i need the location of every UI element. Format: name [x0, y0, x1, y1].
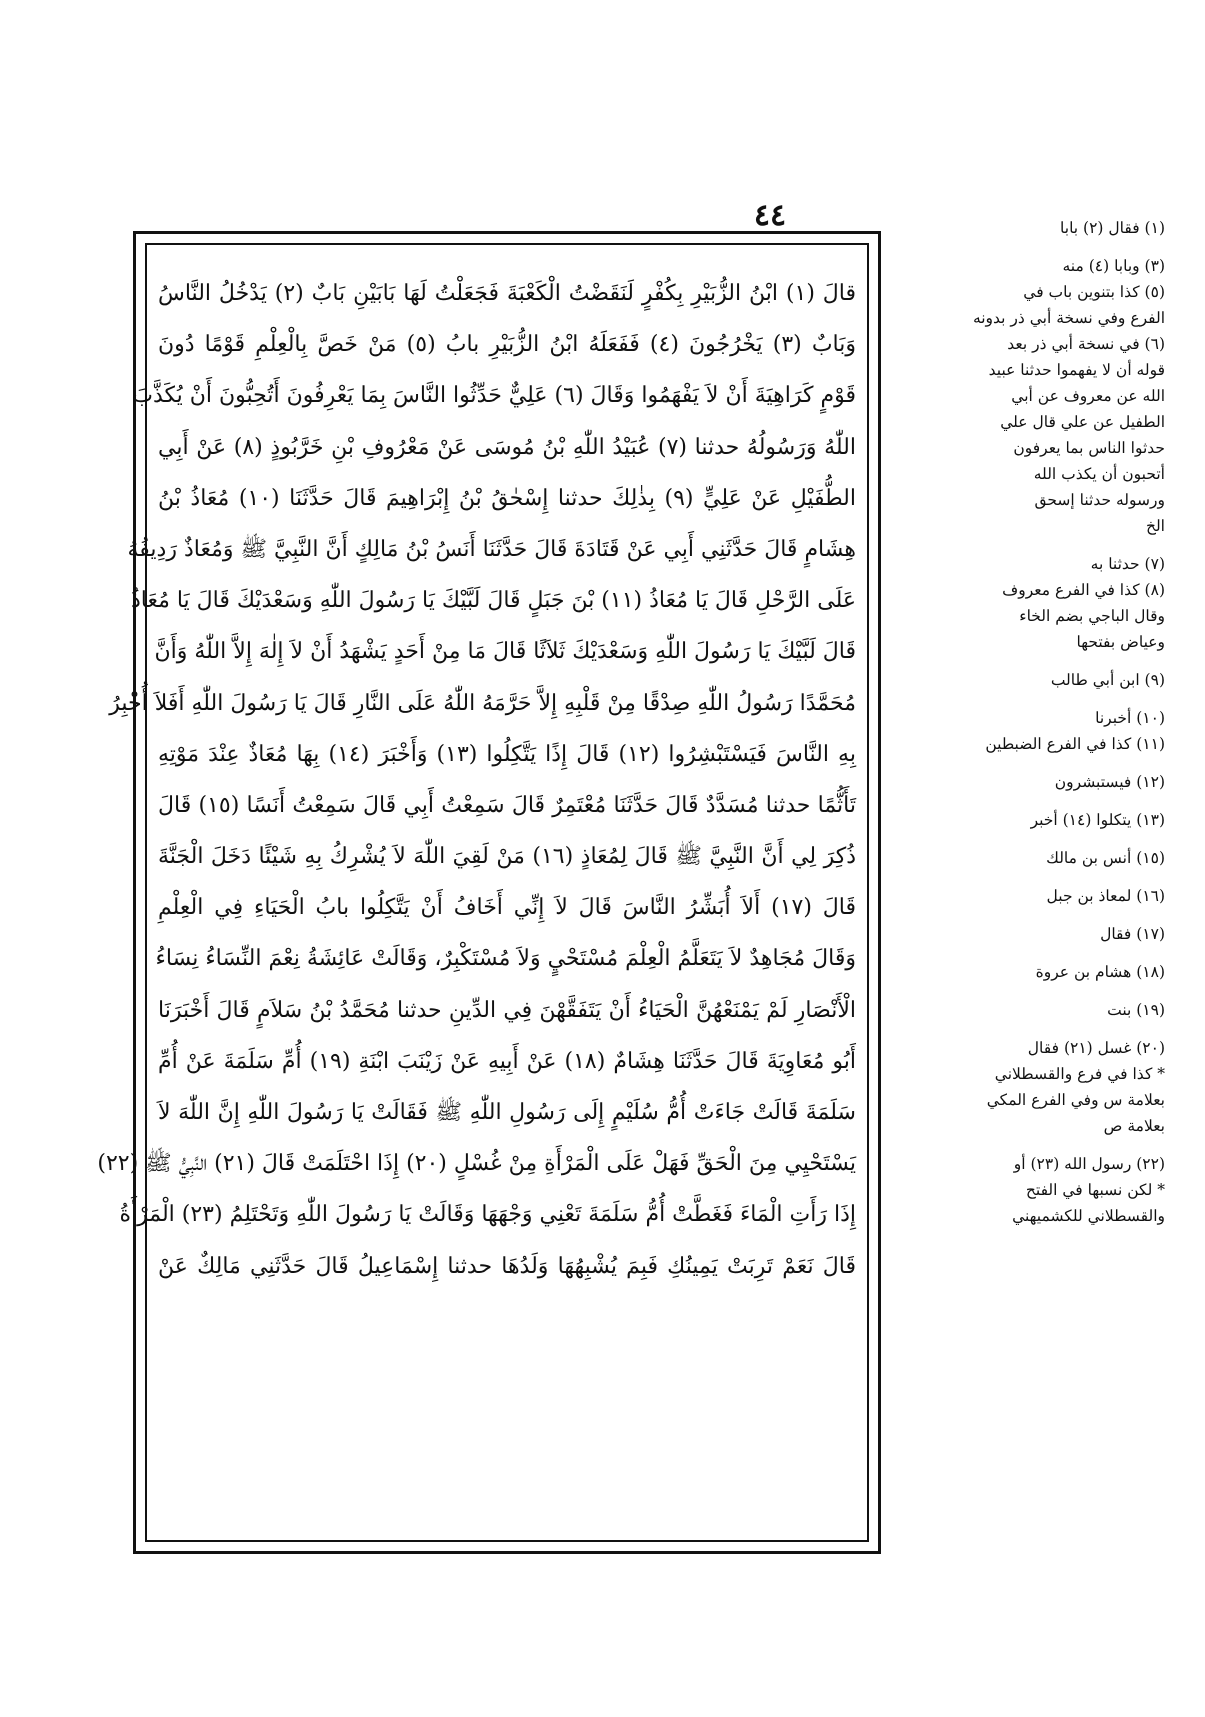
margin-note: (١) فقال (٢) بابا [1060, 219, 1165, 237]
margin-note: الفرع وفي نسخة أبي ذر بدونه [972, 309, 1165, 327]
margin-note: (١٥) أنس بن مالك [1046, 849, 1165, 867]
margin-note: الله عن معروف عن أبي [1011, 387, 1165, 405]
margin-note: قوله أن لا يفهموا حدثنا عبيد [988, 361, 1165, 379]
main-text-line: اللّٰهُ وَرَسُولُهُ حدثنا (٧) عُبَيْدُ اللّٰهِ بْنُ مُوسَى عَنْ مَعْرُوفِ بْنِ خَرَّبُوذٍ (٨) عَنْ أَبِي [158, 434, 856, 460]
margin-note: * كذا في فرع والقسطلاني [994, 1065, 1165, 1083]
main-text-line: ذُكِرَ لِي أَنَّ النَّبِيَّ ﷺ قَالَ لِمُعَاذٍ (١٦) مَنْ لَقِيَ اللّٰهَ لاَ يُشْرِكُ بِهِ شَيْئًا دَخَلَ الْجَنَّةَ [158, 844, 857, 870]
main-text-line [158, 1394, 856, 1445]
margin-note: حدثوا الناس بما يعرفون [1013, 439, 1165, 457]
margin-note: (٢٢) رسول الله (٢٣) أو [1013, 1155, 1165, 1173]
main-text-line: أَبُو مُعَاوِيَةَ قَالَ حَدَّثَنَا هِشَامٌ (١٨) عَنْ أَبِيهِ عَنْ زَيْنَبَ ابْنَةِ (١٩) أُمِّ سَلَمَةَ عَنْ أُمِّ [158, 1048, 856, 1074]
margin-note: * لكن نسبها في الفتح [1025, 1181, 1165, 1199]
main-text-line: قَالَ لَبَّيْكَ يَا رَسُولَ اللّٰهِ وَسَعْدَيْكَ ثَلاَثًا قَالَ مَا مِنْ أَحَدٍ يَشْهَدُ أَنْ لاَ إِلٰهَ إِلاَّ اللّٰهُ وَأَنَّ [154, 639, 856, 665]
margin-note: (٦) في نسخة أبي ذر بعد [1007, 335, 1165, 353]
margin-note: وعياض بفتحها [1076, 633, 1165, 651]
margin-note: (٣) وبابا (٤) منه [1062, 257, 1165, 275]
margin-note: (١٩) بنت [1107, 1001, 1165, 1019]
main-text-line: قَالَ نَعَمْ تَرِبَتْ يَمِينُكِ فَبِمَ يُشْبِهُهَا وَلَدُهَا حدثنا إِسْمَاعِيلُ قَالَ حَدَّثَنِي مَالِكٌ عَنْ [158, 1253, 856, 1279]
margin-note: ورسوله حدثنا إسحق [1034, 491, 1165, 509]
margin-note: بعلامة ص [1103, 1117, 1165, 1135]
margin-note: (٢٠) غسل (٢١) فقال [1027, 1039, 1165, 1057]
margin-note: (١٨) هشام بن عروة [1035, 963, 1165, 981]
main-text-line: الطُّفَيْلِ عَنْ عَلِيٍّ (٩) بِذٰلِكَ حدثنا إِسْحٰقُ بْنُ إِبْرَاهِيمَ قَالَ حَدَّثَنَا (١٠) مُعَاذُ بْنُ [158, 485, 856, 511]
main-text-block [97, 268, 857, 1548]
margin-note: الطفيل عن علي قال علي [1000, 413, 1165, 431]
main-text-line [158, 1343, 856, 1394]
margin-notes [893, 215, 1165, 1229]
main-text-line: وَبَابٌ (٣) يَخْرُجُونَ (٤) فَفَعَلَهُ ابْنُ الزُّبَيْرِ بابُ (٥) مَنْ خَصَّ بِالْعِلْمِ قَوْمًا دُونَ [158, 332, 856, 358]
margin-note: الخ [1145, 517, 1165, 535]
main-text-line: إِذَا رَأَتِ الْمَاءَ فَغَطَّتْ أُمُّ سَلَمَةَ تَعْنِي وَجْهَهَا وَقَالَتْ يَا رَسُولَ اللّٰهِ وَتَحْتَلِمُ (٢٣) الْمَرْأَةُ [119, 1202, 856, 1228]
margin-note: (١٦) لمعاذ بن جبل [1046, 887, 1165, 905]
main-text-line [158, 1497, 856, 1548]
margin-note: والقسطلاني للكشميهني [1012, 1207, 1165, 1225]
main-text-line: بِهِ النَّاسَ فَيَسْتَبْشِرُوا (١٢) قَالَ إِذًا يَتَّكِلُوا (١٣) وَأَخْبَرَ (١٤) بِهَا مُعَاذٌ عِنْدَ مَوْتِهِ [158, 741, 856, 767]
margin-note: (٥) كذا بتنوين باب في [1023, 283, 1165, 301]
margin-note: (٨) كذا في الفرع معروف [1002, 581, 1165, 599]
page-number: ٤٤ [753, 198, 787, 233]
main-text-line: مُحَمَّدًا رَسُولُ اللّٰهِ صِدْقًا مِنْ قَلْبِهِ إِلاَّ حَرَّمَهُ اللّٰهُ عَلَى النَّارِ قَالَ يَا رَسُولَ اللّٰهِ أَفَلاَ أُخْبِرُ [109, 690, 856, 716]
main-text-line: وَقَالَ مُجَاهِدٌ لاَ يَتَعَلَّمُ الْعِلْمَ مُسْتَحْيٍ وَلاَ مُسْتَكْبِرٌ، وَقَالَتْ عَائِشَةُ نِعْمَ النِّسَاءُ نِسَاءُ [155, 946, 856, 972]
main-text-line: قَالَ (١٧) أَلاَ أُبَشِّرُ النَّاسَ قَالَ لاَ إِنِّي أَخَافُ أَنْ يَتَّكِلُوا بابُ الْحَيَاءِ فِي الْعِلْمِ [158, 895, 856, 921]
main-text-line [158, 1292, 856, 1343]
margin-note: بعلامة س وفي الفرع المكي [986, 1091, 1165, 1109]
main-text-line: سَلَمَةَ قَالَتْ جَاءَتْ أُمُّ سُلَيْمٍ إِلَى رَسُولِ اللّٰهِ ﷺ فَقَالَتْ يَا رَسُولَ اللّٰهِ إِنَّ اللّٰهَ لاَ [158, 1100, 856, 1125]
main-text-line: الْأَنْصَارِ لَمْ يَمْنَعْهُنَّ الْحَيَاءُ أَنْ يَتَفَقَّهْنَ فِي الدِّينِ حدثنا مُحَمَّدُ بْنُ سَلاَمٍ قَالَ أَخْبَرَنَا [158, 997, 856, 1023]
main-text-line: هِشَامٍ قَالَ حَدَّثَنِي أَبِي عَنْ قَتَادَةَ قَالَ حَدَّثَنَا أَنَسُ بْنُ مَالِكٍ أَنَّ النَّبِيَّ ﷺ وَمُعَاذٌ رَدِيفُهُ [127, 536, 856, 562]
margin-note: (١٧) فقال [1100, 925, 1165, 943]
main-text-line [158, 1445, 856, 1496]
main-text-line: قَوْمٍ كَرَاهِيَةَ أَنْ لاَ يَفْهَمُوا وَقَالَ (٦) عَلِيٌّ حَدِّثُوا النَّاسَ بِمَا يَعْرِفُونَ أَتُحِبُّونَ أَنْ يُكَذَّبَ [132, 383, 856, 409]
main-text-line: قالَ (١) ابْنُ الزُّبَيْرِ بِكُفْرٍ لَنَقَضْتُ الْكَعْبَةَ فَجَعَلْتُ لَهَا بَابَيْنِ بَابٌ (٢) يَدْخُلُ النَّاسُ [158, 281, 856, 306]
margin-note: (١٣) يتكلوا (١٤) أخبر [1030, 811, 1165, 829]
margin-note: (١١) كذا في الفرع الضبطين [985, 735, 1165, 753]
margin-note: (٩) ابن أبي طالب [1050, 671, 1165, 689]
main-text-line: يَسْتَحْيِي مِنَ الْحَقِّ فَهَلْ عَلَى الْمَرْأَةِ مِنْ غُسْلٍ (٢٠) إِذَا احْتَلَمَتْ قَالَ (٢١) النَّبِيُّ ﷺ (٢٢) [97, 1151, 856, 1177]
margin-note: (١٠) أخبرنا [1095, 709, 1165, 727]
main-text-line: تَأَثُّمًا حدثنا مُسَدَّدٌ قَالَ حَدَّثَنَا مُعْتَمِرٌ قَالَ سَمِعْتُ أَبِي قَالَ سَمِعْتُ أَنَسًا (١٥) قَالَ [158, 792, 857, 818]
margin-note: أتحبون أن يكذب الله [1033, 465, 1165, 483]
margin-note: (٧) حدثنا به [1090, 555, 1165, 573]
margin-note: (١٢) فيستبشرون [1054, 773, 1165, 791]
margin-note: وقال الباجي بضم الخاء [1019, 607, 1165, 625]
main-text-line: عَلَى الرَّحْلِ قَالَ يَا مُعَاذُ (١١) بْنَ جَبَلٍ قَالَ لَبَّيْكَ يَا رَسُولَ اللّٰهِ وَسَعْدَيْكَ قَالَ يَا مُعَاذُ [130, 588, 856, 614]
